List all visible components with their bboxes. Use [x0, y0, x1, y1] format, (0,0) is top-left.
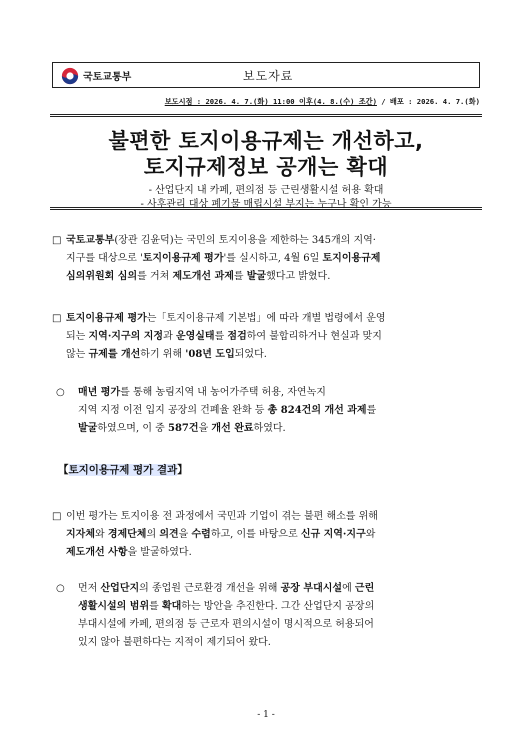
- circle-bullet-icon: ○: [56, 387, 65, 398]
- text: 의 종업원 근로환경 개선을 위해: [139, 583, 281, 594]
- text: 을 발굴하였다.: [127, 547, 192, 558]
- square-bullet-icon: □: [52, 235, 62, 246]
- text-bold: 587건: [168, 423, 199, 434]
- section-heading-label: 토지이용규제 평가 결과: [68, 464, 178, 476]
- paragraph-3: [52, 508, 490, 562]
- text-bold: 신규 지역·지구: [300, 529, 366, 540]
- text: 하였다.: [253, 423, 286, 434]
- text-bold: 지자체: [66, 529, 95, 540]
- text-bold: 경제단체: [107, 529, 147, 540]
- bracket-open: 【: [58, 464, 69, 476]
- text-bold: 심의위원회 심의: [66, 271, 138, 282]
- text: 를: [233, 271, 247, 282]
- ministry-name: 국토교통부: [83, 72, 132, 83]
- text-bold: 확대: [161, 601, 182, 612]
- square-bullet-icon: □: [52, 511, 62, 522]
- text-bold: 총 824건의 개선 과제: [267, 405, 367, 416]
- circle-bullet-icon: ○: [56, 583, 65, 594]
- text-bold: 개선 완료: [211, 423, 254, 434]
- text-bold: 산업단지: [100, 583, 140, 594]
- government-logo-icon: [61, 67, 79, 85]
- text-bold: 토지이용규제 평가: [66, 313, 147, 324]
- text: 와: [365, 529, 376, 540]
- subheadline-2: - 사후관리 대상 폐기물 매립시설 부지는 누구나 확인 가능: [140, 199, 392, 210]
- text-bold: 토지이용규제 평가: [142, 253, 224, 264]
- text: 를: [366, 405, 377, 416]
- text: 되는: [66, 331, 89, 342]
- title-block: [50, 114, 482, 210]
- page-number: - 1 -: [257, 710, 275, 720]
- text: 하였으며, 이 중: [97, 423, 169, 434]
- text: 하기 위해: [140, 349, 186, 360]
- text: 이번 평가는 토지이용 전 과정에서 국민과 기업이 겪는 불편 해소를 위해: [66, 511, 378, 522]
- paragraph-1: [52, 232, 490, 286]
- text-bold: 토지이용규제: [322, 253, 381, 264]
- text-bold: 제도개선 과제: [172, 271, 234, 282]
- text: 를 통해 농림지역 내 농어가주택 허용, 자연녹지: [120, 387, 326, 398]
- embargo-distribution: / 배포 : 2026. 4. 7.(화): [376, 97, 480, 106]
- text-bold: 발굴: [246, 271, 267, 282]
- text-bold: 발굴: [78, 423, 98, 434]
- text: 에: [342, 583, 355, 594]
- text-bold: 매년 평가: [78, 387, 121, 398]
- text: 되었다.: [234, 349, 267, 360]
- paragraph-2: [52, 310, 490, 364]
- text-bold: 수렴: [191, 529, 211, 540]
- text: 을: [178, 529, 192, 540]
- text: 과: [163, 331, 176, 342]
- text-bold: 공장 부대시설: [280, 583, 343, 594]
- text: 를: [214, 331, 228, 342]
- headline-line-1: 불편한 토지이용규제는 개선하고,: [108, 129, 424, 153]
- text: '를 실시하고, 4월 6일: [223, 253, 323, 264]
- text-bold: 지역·지구의 지정: [88, 331, 164, 342]
- press-header: [52, 62, 480, 88]
- text: 지역 지정 이전 입지 공장의 건폐율 완화 등: [78, 405, 268, 416]
- text-bold: 의견: [159, 529, 179, 540]
- subheadline-1: - 산업단지 내 카페, 편의점 등 근린생활시설 허용 확대: [148, 185, 384, 196]
- text: 하여 불합리하거나 현실과 맞지: [246, 331, 382, 342]
- text-bold: 국토교통부: [66, 235, 115, 246]
- text-bold: 규제를 개선: [88, 349, 141, 360]
- embargo-release: 보도시점 : 2026. 4. 7.(화) 11:00 이후(4. 8.(수) 조간): [164, 97, 377, 106]
- text: 를 거쳐: [137, 271, 173, 282]
- text: 를: [149, 601, 162, 612]
- text: (장관 김윤덕)는 국민의 토지이용을 제한하는 345개의 지역·: [114, 235, 376, 246]
- text-bold: 점검: [227, 331, 247, 342]
- sub-paragraph-1: [56, 384, 488, 438]
- section-heading: [58, 462, 188, 477]
- square-bullet-icon: □: [52, 313, 62, 324]
- text-bold: 제도개선 사항: [66, 547, 128, 558]
- text: 하고, 이를 바탕으로: [210, 529, 301, 540]
- text: 지구를 대상으로 ': [66, 253, 143, 264]
- text: 하는 방안을 추진한다. 그간 산업단지 공장의: [181, 601, 375, 612]
- text: 했다고 밝혔다.: [266, 271, 331, 282]
- embargo-line: [165, 97, 480, 107]
- text-bold: '08년 도입: [185, 349, 235, 360]
- text: 의: [146, 529, 160, 540]
- text: 와: [94, 529, 108, 540]
- text-bold: 운영실태: [175, 331, 215, 342]
- text: 부대시설에 카페, 편의점 등 근로자 편의시설이 명시적으로 허용되어: [78, 619, 374, 630]
- text: 을: [198, 423, 212, 434]
- text: 않는: [66, 349, 89, 360]
- text-bold: 근린: [354, 583, 375, 594]
- headline-line-2: 토지규제정보 공개는 확대: [143, 155, 389, 179]
- press-release-label: 보도자료: [243, 69, 294, 83]
- text: 는「토지이용규제 기본법」에 따라 개별 법령에서 운영: [146, 313, 386, 324]
- text: 먼저: [78, 583, 101, 594]
- sub-paragraph-2: [56, 580, 488, 652]
- bracket-close: 】: [177, 464, 188, 476]
- text: 있지 않아 불편하다는 지적이 제기되어 왔다.: [78, 637, 271, 648]
- text-bold: 생활시설의 범위: [78, 601, 150, 612]
